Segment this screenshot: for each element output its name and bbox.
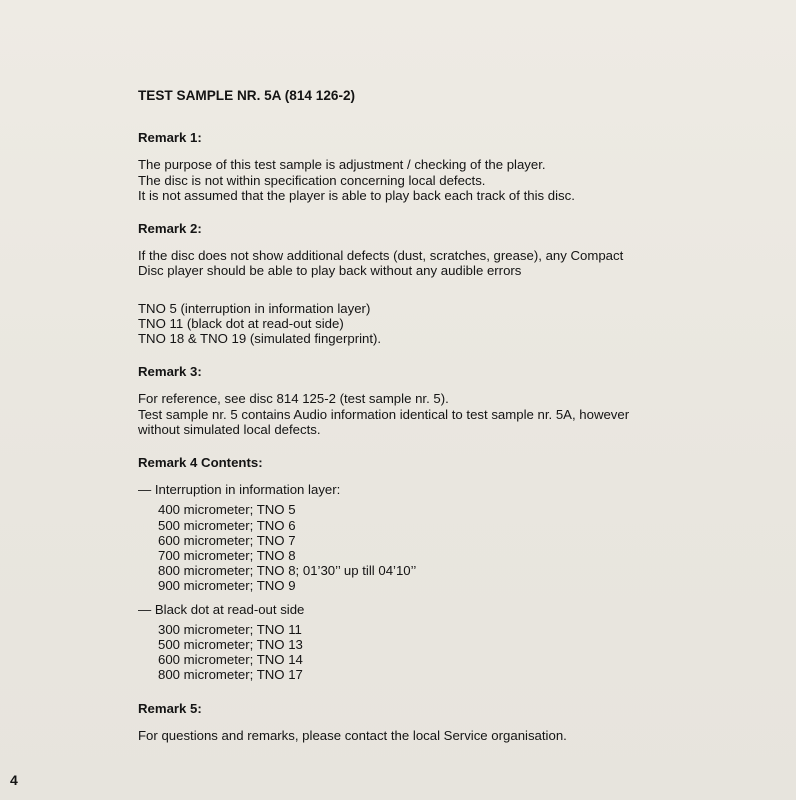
remark-2-line-1: If the disc does not show additional defects (dust, scratches, grease), any Compact bbox=[138, 248, 624, 264]
remark-4-group-2-label: — Black dot at read-out side bbox=[138, 601, 305, 617]
page-number: 4 bbox=[10, 772, 18, 788]
remark-4-heading: Remark 4 Contents: bbox=[138, 455, 263, 471]
remark-4-group-1-label: — Interruption in information layer: bbox=[138, 482, 341, 498]
remark-3-line-2: Test sample nr. 5 contains Audio information identical to test sample nr. 5A, however bbox=[138, 406, 630, 422]
remark-2-heading: Remark 2: bbox=[138, 221, 202, 237]
remark-5-heading: Remark 5: bbox=[138, 700, 202, 716]
remark-4-group-1-list bbox=[138, 502, 698, 593]
remark-1-line-3: It is not assumed that the player is able to play back each track of this disc. bbox=[138, 187, 575, 203]
page-title: TEST SAMPLE NR. 5A (814 126-2) bbox=[138, 88, 356, 103]
list-item: 800 micrometer; TNO 8; 01’30’’ up till 04’10’’ bbox=[158, 563, 417, 579]
remark-1-heading: Remark 1: bbox=[138, 130, 202, 146]
list-item: 600 micrometer; TNO 7 bbox=[158, 532, 296, 548]
remark-1-line-1: The purpose of this test sample is adjustment / checking of the player. bbox=[138, 157, 546, 173]
remark-1-line-2: The disc is not within specification concerning local defects. bbox=[138, 172, 486, 188]
list-item: 900 micrometer; TNO 9 bbox=[158, 578, 296, 594]
remark-2-tno-2: TNO 11 (black dot at read-out side) bbox=[138, 315, 344, 331]
remark-3-heading: Remark 3: bbox=[138, 364, 202, 380]
document-body bbox=[138, 88, 698, 743]
remark-5-line-1: For questions and remarks, please contact the local Service organisation. bbox=[138, 727, 567, 743]
list-item: 500 micrometer; TNO 6 bbox=[158, 517, 296, 533]
list-item: 500 micrometer; TNO 13 bbox=[158, 637, 303, 653]
list-item: 700 micrometer; TNO 8 bbox=[158, 548, 296, 564]
remark-3-line-3: without simulated local defects. bbox=[138, 421, 321, 437]
remark-3-line-1: For reference, see disc 814 125-2 (test sample nr. 5). bbox=[138, 391, 449, 407]
list-item: 300 micrometer; TNO 11 bbox=[158, 621, 302, 637]
remark-2-line-2: Disc player should be able to play back without any audible errors bbox=[138, 263, 522, 279]
list-item: 400 micrometer; TNO 5 bbox=[158, 502, 296, 518]
remark-2-tno-1: TNO 5 (interruption in information layer) bbox=[138, 300, 371, 316]
list-item: 600 micrometer; TNO 14 bbox=[158, 652, 303, 668]
list-item: 800 micrometer; TNO 17 bbox=[158, 667, 303, 683]
remark-4-group-2-list bbox=[138, 622, 698, 683]
remark-2-tno-3: TNO 18 & TNO 19 (simulated fingerprint). bbox=[138, 331, 382, 347]
